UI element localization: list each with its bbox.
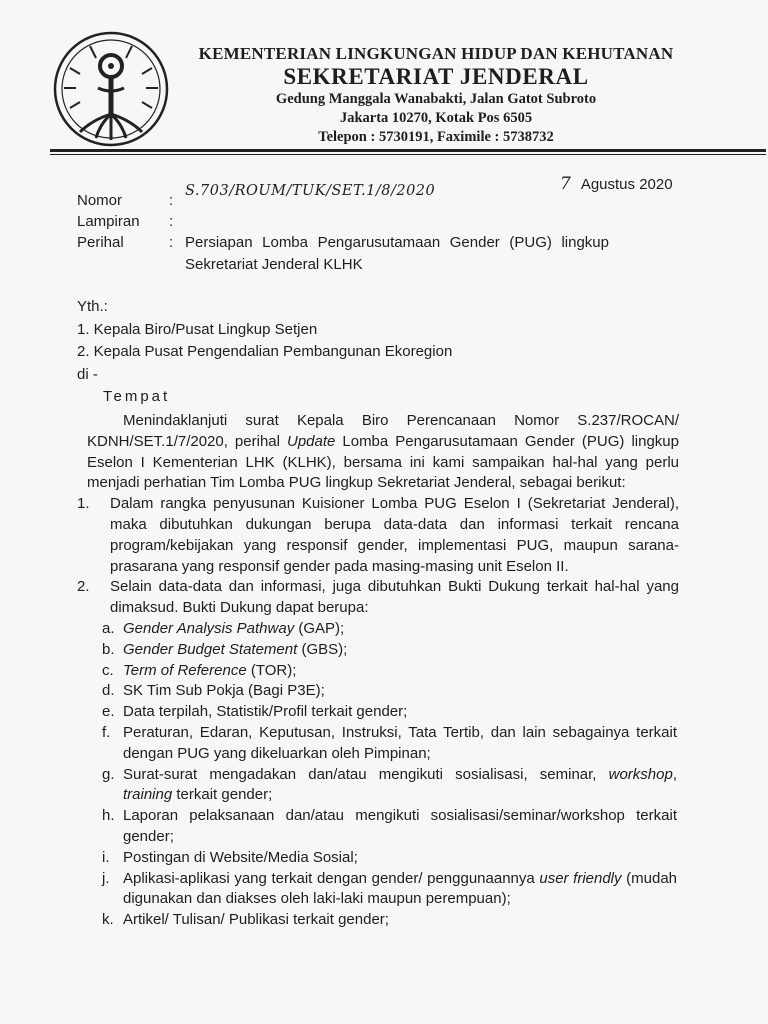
numbered-item-2 <box>77 577 679 619</box>
list-item-letter: b. <box>102 640 115 658</box>
numbered-item-2-text: Selain data-data dan informasi, juga dibutuhkan Bukti Dukung terkait hal-hal yang dimaksud. Bukti Dukung dapat berupa: <box>110 578 679 617</box>
list-item-text: Laporan pelaksanaan dan/atau mengikuti sosialisasi/seminar/workshop terkait gender; <box>123 807 677 845</box>
numbered-item-2-number: 2. <box>77 578 90 596</box>
recipients <box>77 296 452 409</box>
opening-text-2: Lomba Pengarusutamaan Gender (PUG) lingkup Eselon I Kementerian LHK (KLHK), bersama ini kami sampaikan hal-hal yang perlu menjadi perhatian Tim Lomba PUG lingkup Sekretariat Jenderal, sebagai berikut: <box>87 432 679 492</box>
list-item <box>102 765 679 807</box>
field-perihal <box>77 232 635 276</box>
list-item-letter: i. <box>102 848 110 866</box>
recipient-1: 1. Kepala Biro/Pusat Lingkup Setjen <box>77 320 318 338</box>
list-item-text: (TOR); <box>246 661 297 679</box>
lampiran-colon: : <box>169 213 174 230</box>
letter-body <box>77 411 679 931</box>
nomor-colon: : <box>169 192 174 209</box>
list-item-text: (mudah digunakan dan diakses oleh laki-laki maupun perempuan); <box>123 869 678 908</box>
list-item-letter: g. <box>102 765 115 783</box>
list-item <box>102 806 679 848</box>
ministry-logo-icon <box>50 28 172 150</box>
list-item-letter: f. <box>102 723 111 741</box>
letterhead-divider-thin <box>50 154 766 155</box>
numbered-item-1-number: 1. <box>77 495 90 513</box>
list-item <box>102 702 679 723</box>
list-item <box>102 723 679 765</box>
letter-fields <box>77 183 635 276</box>
list-item-text: SK Tim Sub Pokja (Bagi P3E); <box>123 682 325 700</box>
list-item-text: terkait gender; <box>172 786 273 804</box>
field-nomor <box>77 183 635 211</box>
opening-text-1: Menindaklanjuti surat Kepala Biro Perencanaan Nomor S.237/ROCAN/ KDNH/SET.1/7/2020, perihal <box>87 412 679 450</box>
nomor-label: Nomor <box>77 192 123 209</box>
address-line-2: Jakarta 10270, Kotak Pos 6505 <box>339 110 533 126</box>
list-item-text: (GBS); <box>297 640 348 658</box>
opening-paragraph <box>87 411 679 494</box>
list-item <box>102 869 679 911</box>
numbered-item-1-text: Dalam rangka penyusunan Kuisioner Lomba PUG Eselon I (Sekretariat Jenderal), maka dibutuhkan dukungan berupa data-data dan informasi terkait rencana program/kebijakan yang responsif gender, implementasi PUG, maupun sarana-prasarana yang responsif gender pada masing-masing unit Eselon II. <box>110 495 679 575</box>
list-item-letter: a. <box>102 619 115 637</box>
lampiran-value <box>185 211 635 232</box>
opening-text-italic: Update <box>286 432 336 450</box>
numbered-item-1 <box>77 494 679 577</box>
evidence-list <box>102 619 679 931</box>
yth-label: Yth.: <box>77 298 108 315</box>
letterhead-divider-thick <box>50 149 766 152</box>
recipient-2: 2. Kepala Pusat Pengendalian Pembangunan Ekoregion <box>77 343 453 360</box>
list-item-letter: c. <box>102 661 114 679</box>
letterhead <box>176 44 696 147</box>
list-item-text: Artikel/ Tulisan/ Publikasi terkait gender; <box>123 911 389 929</box>
date-day-handwritten: 7 <box>560 174 571 194</box>
list-item-text: Aplikasi-aplikasi yang terkait dengan gender/ penggunaannya <box>123 869 540 887</box>
list-item-letter: d. <box>102 682 115 700</box>
list-item-italic: Gender Analysis Pathway <box>123 619 295 637</box>
list-item <box>102 910 679 931</box>
address-line-1: Gedung Manggala Wanabakti, Jalan Gatot Subroto <box>275 91 597 107</box>
list-item-italic: workshop <box>608 765 673 783</box>
list-item-text: Postingan di Website/Media Sosial; <box>123 848 358 866</box>
list-item-text: Surat-surat mengadakan dan/atau mengikuti sosialisasi, seminar, <box>123 765 609 783</box>
list-item-text: Data terpilah, Statistik/Profil terkait gender; <box>123 703 408 721</box>
ministry-name: KEMENTERIAN LINGKUNGAN HIDUP DAN KEHUTANAN <box>198 44 674 63</box>
list-item-text: , <box>672 765 677 783</box>
di-label: di - <box>77 365 98 383</box>
list-item-text: Peraturan, Edaran, Keputusan, Instruksi, Tata Tertib, dan lain sebagainya terkait dengan PUG yang dikeluarkan oleh Pimpinan; <box>123 723 677 762</box>
list-item-letter: k. <box>102 911 114 929</box>
phone-line: Telepon : 5730191, Faximile : 5738732 <box>318 129 554 145</box>
list-item <box>102 619 679 640</box>
perihal-colon: : <box>169 234 174 251</box>
list-item-italic: Gender Budget Statement <box>123 640 298 658</box>
nomor-value-handwritten: S.703/ROUM/TUK/SET.1/8/2020 <box>185 183 436 199</box>
date-month-year: Agustus 2020 <box>580 176 673 193</box>
list-item <box>102 640 679 661</box>
list-item-text: (GAP); <box>294 619 345 637</box>
tempat-label: Tempat <box>103 388 171 405</box>
perihal-label: Perihal <box>77 234 124 251</box>
secretariat-name: SEKRETARIAT JENDERAL <box>283 64 589 89</box>
list-item <box>102 661 679 682</box>
list-item <box>102 681 679 702</box>
perihal-value: Persiapan Lomba Pengarusutamaan Gender (PUG) lingkup Sekretariat Jenderal KLHK <box>185 234 609 273</box>
list-item-italic: training <box>123 786 173 804</box>
list-item-letter: h. <box>102 807 115 825</box>
list-item-letter: j. <box>102 869 110 887</box>
list-item-letter: e. <box>102 703 115 721</box>
lampiran-label: Lampiran <box>77 213 140 230</box>
list-item <box>102 848 679 869</box>
field-lampiran <box>77 211 635 232</box>
list-item-italic: user friendly <box>539 869 622 887</box>
list-item-italic: Term of Reference <box>123 661 247 679</box>
